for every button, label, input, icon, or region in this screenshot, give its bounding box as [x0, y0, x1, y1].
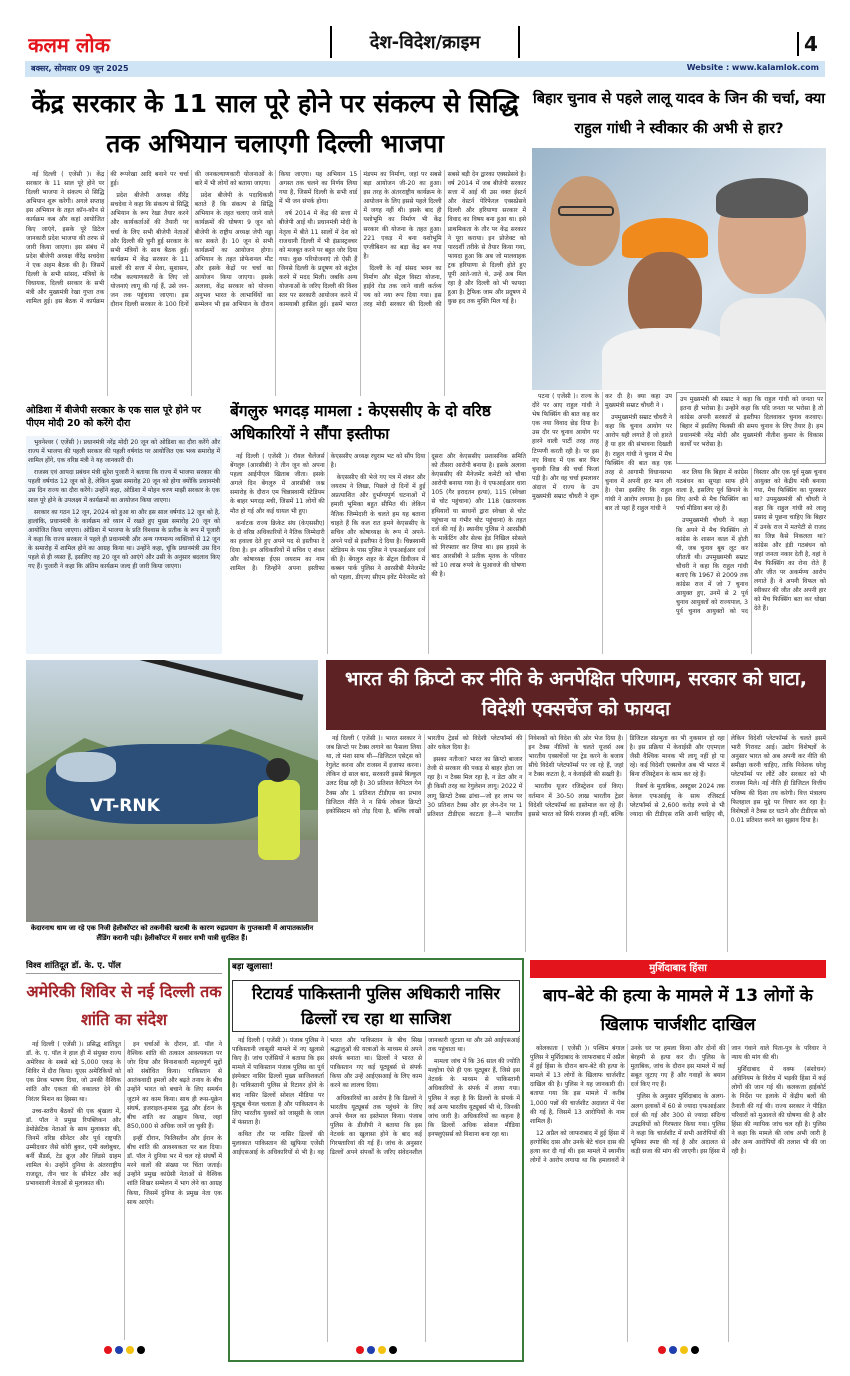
date-bar: [25, 61, 825, 77]
a6-para: उच्च-स्तरीय बैठकों की एक श्रृंखला में, डॉ. पॉल ने प्रमुख रिपब्लिकन और डेमोक्रेटिक नेताओं के साथ मुलाकात की, जिनमें वरिष्ठ सीनेटर और पूर्व राष्ट्रपति उम्मीदवार जैसे कोरी बुकर, एमी क्लोबुचर, बर्नी सैंडर्स, टेड क्रूज़ और लिंडसे ग्राहम शामिल थे। उन्होंने दुनिया के अंतरराष्ट्रीय राजदूत, तीन चार के सीनेटर और कई प्रभावशाली नेताओं से मुलाकात की।: [26, 1107, 121, 1188]
helicopter-photo: [26, 660, 318, 922]
a2-para: राजस्व एवं आपदा प्रबंधन मंत्री सुरेश पुजारी ने बताया कि राज्य में भाजपा सरकार की पहली वर्षगांठ 12 जून को है, लेकिन मुख्य समारोह 20 जून को होगा क्योंकि प्रधानमंत्री उस दिन राज्य का दौरा करेंगे। उन्होंने कहा, ओडिशा में मोहन चरण माझी सरकार के एक साल पूरे होने के उपलक्ष्य में कार्यक्रमों का आयोजन किया जाएगा।: [28, 469, 220, 504]
a7-dots: [232, 1346, 520, 1356]
a5-headline-banner: [326, 660, 826, 730]
a4-box-text: उप मुख्यमंत्री श्री सम्राट ने कहा कि राहुल गांधी को जनता पर इतना ही भरोसा है। उन्होंने कहा कि यदि जनता पर भरोसा है तो कांग्रेस अपनी सरकारों से इस्तीफा दिलवाकर चुनाव करवाए। बिहार में इसलिए फिक्सी की समय चुनाव के लिए तैयार है। हम प्रधानमंत्री नरेंद्र मोदी और मुख्यमंत्री नीतीश कुमार के विकास कार्यों पर भरोसा है।: [680, 396, 823, 448]
a6-headline: अमेरिकी शिविर से नई दिल्ली तक शांति का संदेश: [26, 982, 222, 1029]
dot-yellow: [378, 1346, 386, 1354]
a4-box: [676, 392, 826, 464]
dot-blue: [367, 1346, 375, 1354]
politician-left-glasses: [558, 206, 614, 216]
politician-center-face: [628, 252, 702, 338]
a1-para: वर्ष 2014 में केंद्र की सत्ता में बीजेपी आई थी। प्रधानमंत्री मोदी के नेतृत्व में बीते 11 सालों में देश को राजधानी दिल्ली में भी इंफ्रास्ट्रक्चर को मजबूत करने पर बहुत जोर दिया गया। कुछ परियोजनाएं तो ऐसी हैं जिनसे दिल्ली के प्रदूषण को कंट्रोल करने में मदद मिली। जबकि अन्य योजनाओं के जरिए दिल्ली की विश्व स्तर पर सरकारी आयोजन करने में कामयाबी हासिल हुई। इसमें भारत मंडपम का निर्माण, जहां पर सबसे बड़ा आयोजन जी-20 का हुआ। इस तरह के अंतरराष्ट्रीय कार्यक्रम के आयोजन के लिए इससे पहले दिल्ली में जगह नहीं थी। इसके बाद ही यशोभूमि का निर्माण भी केंद्र सरकार की योजना के तहत हुआ। 221 एकड़ में बना यशोभूमि एग्जीबिशन का बड़ा केंद्र बन गया है।: [278, 171, 442, 309]
a1-body: [26, 170, 526, 396]
a7-headline: रिटायर्ड पाकिस्तानी पुलिस अधिकारी नासिर ढिल्लों रच रहा था साजिश: [232, 980, 520, 1032]
dot-blue: [669, 1346, 677, 1354]
date-line: बक्सर, सोमवार 09 जून 2025: [31, 64, 129, 73]
a2-headline: ओडिशा में बीजेपी सरकार के एक साल पूरे होने पर पीएम मोदी 20 को करेंगे दौरा: [26, 405, 201, 429]
a6-body: [26, 1040, 222, 1340]
a4-headline: बिहार चुनाव से पहले लालू यादव के जिन की चर्चा, क्या राहुल गांधी ने स्वीकार की अभी से हार?: [532, 91, 826, 137]
politician-left-face: [550, 176, 620, 266]
politician-right-body: [720, 298, 826, 390]
a8-para: 12 अप्रैल को जाफराबाद में हुई हिंसा में हरगोबिंद दास और उनके बेटे चंदन दास की हत्या कर दी गई थी। इस मामले में स्थानीय लोगों ने आरोप लगाया था कि हमलावरों ने उनके घर पर हमला किया और दोनों की बेरहमी से हत्या कर दी। पुलिस के मुताबिक, जांच के दौरान इस मामले में कई सबूत जुटाए गए हैं और गवाहों के बयान दर्ज किए गए हैं।: [530, 1045, 726, 1165]
a1-para: प्रदेश बीजेपी अध्यक्ष वीरेंद्र सचदेवा ने कहा कि संकल्प से सिद्धि अभियान के रूप रेखा तैयार करने और कार्यकर्ताओं की तैयारी पर चर्चा के लिए सभी बीजेपी नेताओं और दिल्ली की चुनी हुई सरकार के सभी मंत्रियों के साथ बैठक हुई। कार्यक्रम में केंद्र सरकार के 11 सालों की सत्ता में सेवा, सुशासन, गरीब कल्याणकारी के लिए जो योजनाएं लागू की गई हैं, उसे जन-जन तक पहुंचाया जाएगा। इस दौरान दिल्ली सरकार के 100 दिनों की जनकल्याणकारी योजनाओं के बारे में भी लोगों को बताया जाएगा।: [110, 171, 273, 309]
a8-kicker: मुर्शिदाबाद हिंसा: [530, 960, 826, 978]
a8-para: पुलिस के अनुसार मुर्शिदाबाद के अलग-अलग इलाकों में 60 से ज्यादा एफआईआर दर्ज की गई और 300 से ज्यादा संदिग्ध उपद्रवियों को गिरफ्तार किया गया। पुलिस ने कहा कि चार्जशीट में सभी आरोपियों की भूमिका स्पष्ट की गई है और अदालत से कड़ी सजा की मांग की जाएगी। इस हिंसा में जान गंवाने वाले पिता-पुत्र के परिवार ने न्याय की मांग की थी।: [630, 1045, 826, 1156]
helicopter-rotor: [89, 660, 304, 701]
dot-black: [137, 1346, 145, 1354]
worker-head: [266, 758, 290, 782]
dot-black: [389, 1346, 397, 1354]
a1-para: नई दिल्ली ( एजेंसी )। केंद्र सरकार के 11 साल पूरे होने पर दिल्ली भाजपा ने संकल्प से सिद्धि अभियान शुरू करेगी। अगले सप्ताह इस अभियान के तहत कॉन-कौन से कार्यक्रम कब और कहां आयोजित किए जाएंगे, इसके पूरे डिटेल जानकारी प्रदेश भाजपा की तरफ से जारी किया जाएगा। इस संबंध में प्रदेश बीजेपी अध्यक्ष वीरेंद्र सचदेवा ने एक अहम बैठक की है। जिसमें दिल्ली के सभी सांसद, मंत्रियों के विधायक, दिल्ली सरकार के सभी मंत्री और मुख्यमंत्री रेखा गुप्ता तक शामिल हुई। इस बैठक में कार्यक्रम की रूपरेखा आदि बनाने पर चर्चा हुई।: [26, 171, 189, 306]
a3-body: [230, 452, 526, 654]
worker-vest: [258, 780, 300, 860]
politician-center-body: [602, 328, 732, 390]
a4-photo: [532, 148, 826, 390]
a2-para: भुवनेश्वर ( एजेंसी )। प्रधानमंत्री नरेंद्र मोदी 20 जून को ओडिशा का दौरा करेंगे और राज्य में भाजपा की पहली सरकार की पहली वर्षगांठ पर आयोजित एक भव्य समारोह में शामिल होंगे, एक वरिष्ठ मंत्री ने यह जानकारी दी।: [28, 439, 220, 465]
a8-body: [530, 1044, 826, 1342]
a3-para: केएससीए की भेजे गए पत्र में शंकर और जयराम ने लिखा, पिछले दो दिनों में हुई अप्रत्याशित और दुर्भाग्यपूर्ण घटनाओं में हमारी भूमिका बहुत सीमित थी। लेकिन नैतिक जिम्मेदारी के चलते हम यह बताना चाहते हैं कि कल रात हमने केएससीए के सचिव और कोषाध्यक्ष के रूप में अपने-अपने पदों से इस्तीफा दे दिया है। चिन्नस्वामी स्टेडियम के पास पुलिस ने एफआईआर दर्ज की है। बेंगलुरु शहर के सेंट्रल डिवीजन में कब्बन पार्क पुलिस ने आरसीबी मैनेजमेंट को पहला, डीएनए सीएम इवेंट मैनेजमेंट को दूसरा और केएससीए प्रशासनिक समिति को तीसरा आरोपी बनाया है। इसके अलावा केएससीए की मैनेजमेंट कमेटी को चौथा आरोपी बनाया गया है। ये एफआईआर धारा 105 (गैर इरादतन हत्या), 115 (स्वेच्छा से चोट पहुंचाना) और 118 (खतरनाक हथियारों या साधनों द्वारा स्वेच्छा से चोट पहुंचाना या गंभीर चोट पहुंचाना) के तहत दर्ज की गई है। स्थानीय पुलिस ने आरसीबी के मार्केटिंग और सेल्स हेड निखिल सोसले को गिरफ्तार कर लिया था। इस हादसे के बाद आरसीबी ने प्रतीक मृतक के परिवार को 10 लाख रुपये के मुआवजे की घोषणा की है।: [330, 453, 526, 582]
a6-para: नई दिल्ली ( एजेंसी )। प्रसिद्ध शांतिदूत डॉ. के. ए. पॉल ने हाल ही में संयुक्त राज्य अमेरिका के सबसे बड़े 5,000 एकड़ के शिविर में दौरा किया। यूएस अमेरिकियों को एक प्रेरक भाषण दिया, जो उनकी वैश्विक शांति और एकता की वकालत देने की निरंतर मिशन का हिस्सा था।: [26, 1041, 121, 1103]
a7-para: अधिकारियों का आरोप है कि ढिल्लों ने भारतीय यूट्यूबर्स तक पहुंचने के लिए अपने चैनल का इस्तेमाल किया। पंजाब पुलिस के डीजीपी ने बताया कि इस नेटवर्क का खुलासा होने के बाद कई गिरफ्तारियां की गई हैं। जांच के अनुसार ढिल्लों अपने संपर्कों के जरिए संवेदनशील जानकारी जुटाता था और उसे आईएसआई तक पहुंचाता था।: [330, 1037, 520, 1157]
politician-right-hair: [716, 178, 808, 218]
a4-para: उपमुख्यमंत्री चौधरी ने कहा कि अपने में मैच फिक्सिंग तो कांग्रेस के शासन काल में होती थी, जब चुनाव बूथ लूट कर जीतती थी। उपमुख्यमंत्री सम्राट चौधरी ने कहा कि राहुल गांधी बताएं कि 1967 से 2009 तक कांग्रेस राज में जो 7 चुनाव आयुक्त हुए, उनमें से 2 पूर्व चुनाव आयुक्तों को राज्यपाल, 3 पूर्व चुनाव आयुक्तों को पद विस्तार और एक पूर्व मुख्य चुनाव आयुक्त को केंद्रीय मंत्री बनाया गया, मैच फिक्सिंग का पुरस्कार था? उपमुख्यमंत्री श्री चौधरी ने कहा कि राहुल गांधी को लालू प्रसाद से पूछना चाहिए कि बिहार में उनके राज में मतपेटी से राजद का जिन्न कैसे निकलता था? कांग्रेस और इंडी गठबंधन को जहां जनता नकार देती है, वहां वे मैच फिक्सिंग का रोना रोते हैं और जीत पर अकर्मण्य आरोप लगाते हैं। वे अपनी विफल को स्वीकार की जीत और अपनी हार को मैच फिक्सिंग बता कर धोखा देते हैं।: [676, 469, 826, 616]
a5-para: इसका नतीजा? भारत का क्रिप्टो बाजार तेजी से सरकार की पकड़ से बाहर होता जा रहा है। न टैक्स मिल रहा है, न डेटा और न ही किसी तरह का रेगुलेशन लागू। 2022 में लागू क्रिप्टो टैक्स ढांचा—जो हर लाभ पर 30 प्रतिशत टैक्स और हर लेन-देन पर 1 प्रतिशत टीडीएस काटता है—ने भारतीय निवेशकों को विदेश की ओर भेज दिया है। इन टैक्स नीतियों के चलते यूजर्स अब भारतीय एक्सचेंजों पर ट्रेड करने के बजाय सीधे विदेशी प्लेटफॉर्म्स पर जा रहे हैं, जहां न टैक्स कटता है, न केवाईसी की सख्ती है।: [427, 735, 624, 818]
a2-para: सरकार का गठन 12 जून, 2024 को हुआ था और इस साल वर्षगांठ 12 जून को है, हालांकि, प्रधानमंत्री के कार्यक्रम को ध्यान में रखते हुए मुख्य समारोह 20 जून को आयोजित किया जाएगा। ओडिशा में भाजपा के प्रति विश्वास के प्रतीक के रूप में पूजारी ने कहा कि राज्य सरकार ने पहले ही प्रधानमंत्री और अन्य गणमान्य व्यक्तियों से 12 जून के समारोह में शामिल होने का आग्रह किया था। उन्होंने कहा, चूंकि प्रधानमंत्री उस दिन पहले से ही व्यस्त हैं, इसलिए वह 20 जून को आएंगे और उसी के अनुसार बदलाव किए गए हैं। पुजारी ने कहा कि अंतिम कार्यक्रम जल्द ही जारी किया जाएगा।: [28, 508, 220, 571]
a6-dots: [26, 1346, 222, 1356]
a8-para: कोलकाता ( एजेंसी )। पश्चिम बंगाल पुलिस ने मुर्शिदाबाद के जाफराबाद में अप्रैल में हुई हिंसा के दौरान बाप-बेटे की हत्या के मामले में 13 लोगों के खिलाफ चार्जशीट दाखिल की है। पुलिस ने यह जानकारी दी। बताया गया कि इस मामले में करीब 1,000 पन्नों की चार्जशीट अदालत में पेश की गई है, जिसमें 13 आरोपियों के नाम शामिल हैं।: [530, 1045, 625, 1125]
a3-headline: बेंगलुरु भगदड़ मामला : केएससीए के दो वरिष्ठ अधिकारियों ने सौंपा इस्तीफा: [230, 402, 491, 443]
helicopter-caption: केदारनाथ धाम जा रहे एक निजी हेलीकॉप्टर को तकनीकी खराबी के कारण रुद्रप्रयाग के गुप्तकाशी में आपातकालीन लैंडिंग करानी पड़ी। हेलीकॉप्टर में सवार सभी यात्री सुरक्षित हैं।: [30, 924, 314, 942]
a1-para: प्रदेश बीजेपी के पदाधिकारी बताते हैं कि संकल्प से सिद्धि अभियान के तहत चलाए जाने वाले कार्यक्रमों की घोषणा 9 जून को बीजेपी के राष्ट्रीय अध्यक्ष जेपी नड्डा कर सकते हैं। 10 जून से सभी कार्यक्रमों का आयोजन होगा। अभियान के तहत प्रोफेशनल मीट और इसके केंद्रों पर चर्चा का आयोजन किया जाएगा। इसके अलावा, केंद्र सरकार को योजना अनुभव भारत के लाभार्थियों का सम्मेलन भी इस अभियान के दौरान किया जाएगा। यह अभियान 15 अगस्त तक चलने का निर्णय लिया गया है, जिसमें दिल्ली के सभी वार्ड में भी जन संपर्क होगा।: [194, 171, 358, 309]
a5-para: रिसर्च के मुताबिक, अक्टूबर 2024 तक केवल एफआईयू के साथ रजिस्टर्ड प्लेटफॉर्म्स से 2,600 करोड़ रुपये से भी ज्यादा की टीडीएस राशि आनी चाहिए थी, लेकिन विदेशी प्लेटफॉर्म्स के चलते इसमें भारी गिरावट आई। उद्योग विशेषज्ञों के अनुसार भारत को अब अपनी कर नीति की समीक्षा करनी चाहिए, ताकि निवेशक घरेलू प्लेटफॉर्म्स पर लौटें और सरकार को भी राजस्व मिले। नई नीति ही डिजिटल वित्तीय भविष्य की दिशा तय करेगी। वित्त मंत्रालय फिलहाल इस मुद्दे पर विचार कर रहा है। विशेषज्ञों ने टैक्स दर घटाने और टीडीएस को 0.01 प्रतिशत करने का सुझाव दिया है।: [629, 735, 826, 824]
a7-kicker: बड़ा खुलासा!: [232, 962, 274, 972]
a2-body: [26, 436, 222, 654]
dot-yellow: [680, 1346, 688, 1354]
a6-para: इन्हीं दौरान, फिलिस्तीन और ईरान के बीच शांति की आवश्यकता पर बल दिया। डॉ. पॉल ने दुनिया भर में चल रहे संघर्षों में मरने वालों की संख्या पर चिंता जताई। उन्होंने प्रमुख कांग्रेसी नेताओं से वैश्विक शांति शिखर सम्मेलन में भाग लेने का आग्रह किया, जिसमें दुनिया के प्रमुख नेता एक साथ आएंगे।: [127, 1134, 222, 1206]
a5-headline: भारत की क्रिप्टो कर नीति के अनपेक्षित परिणाम, सरकार को घाटा, विदेशी एक्सचेंज को फायदा: [345, 668, 807, 720]
a8-dots: [530, 1346, 826, 1356]
dot-red: [104, 1346, 112, 1354]
a4-para: कर लिया कि बिहार में कांग्रेस गठबंधन का सूपड़ा साफ होने वाला है, इसलिए पूर्व छिपाने के लिए अभी से मैच फिक्सिंग का पर्चा मीडिया बना रहे हैं।: [676, 469, 748, 513]
a1-headline: केंद्र सरकार के 11 साल पूरे होने पर संकल्प से सिद्धि तक अभियान चलाएगी दिल्ली भाजपा: [31, 89, 519, 158]
a8-para: मुर्शिदाबाद में वक्फ (संशोधन) अधिनियम के विरोध में भड़की हिंसा में कई लोगों की जान गई थी। कलकत्ता हाईकोर्ट के निर्देश पर इलाके में केंद्रीय बलों की तैनाती की गई थी। राज्य सरकार ने पीड़ित परिवारों को मुआवजे की घोषणा की है और हिंसा की न्यायिक जांच चल रही है। पुलिस ने कहा कि मामले की जांच अभी जारी है और अन्य आरोपियों की तलाश भी की जा रही है।: [731, 1066, 826, 1156]
dot-yellow: [126, 1346, 134, 1354]
a4-para: उपमुख्यमंत्री सम्राट चौधरी ने कहा कि चुनाव आयोग पर आरोप यही लगाते हैं जो हारते हैं या हार की संभावना दिखती है। राहुल गांधी ने चुनाव में मैच फिक्सिंग की बात कह एक तरह से आगामी विधानसभा चुनाव में अपनी हार मान ली है। ऐसा इसलिए कि राहुल गांधी ने आरोप लगाया है। इस बार तो यहां हैं राहुल गांधी ने: [605, 414, 672, 513]
dot-black: [691, 1346, 699, 1354]
a7-para: कथित तौर पर नासिर ढिल्लों की मुलाकात पाकिस्तान की खुफिया एजेंसी आईएसआई के अधिकारियों से भी है। वह भारत और पाकिस्तान के बीच सिख श्रद्धालुओं की यात्राओं के माध्यम से अपने संपर्क बनाता था। ढिल्लों ने भारत से पाकिस्तान गए कई यूट्यूबर्स से संपर्क किया और उन्हें आईएसआई के लिए काम करने का लालच दिया।: [232, 1037, 422, 1157]
helicopter-window: [56, 752, 116, 782]
masthead: [0, 0, 850, 80]
page-divider: [797, 32, 799, 56]
a3-para: कर्नाटक राज्य क्रिकेट संघ (केएससीए) के दो वरिष्ठ अधिकारियों ने नैतिक जिम्मेदारी का हवाला देते हुए अपने पद से इस्तीफा दे दिया है। इन अधिकारियों में सचिव ए शंकर और कोषाध्यक्ष ईएस जयराम का नाम शामिल है। जिन्होंने अपना इस्तीफा केएससीए अध्यक्ष रघुराम भट को सौंप दिया है।: [230, 453, 426, 573]
dot-blue: [115, 1346, 123, 1354]
a7-para: नई दिल्ली ( एजेंसी )। पंजाब पुलिस ने पाकिस्तानी जासूसी मामले में नए खुलासे किए हैं। जांच एजेंसियों ने बताया कि इस मामले में पाकिस्तान पंजाब पुलिस का पूर्व इंस्पेक्टर नासिर ढिल्लों मुख्य साजिशकर्ता है। पाकिस्तानी पुलिस से रिटायर होने के बाद नासिर ढिल्लों सोशल मीडिया पर यूट्यूब चैनल चलाता है और पाकिस्तान के लिए भारतीय युवकों को जासूसी के जाल में फंसाता है।: [232, 1037, 324, 1126]
a5-body: [326, 734, 826, 952]
website-link[interactable]: Website : www.kalamlok.com: [686, 63, 819, 72]
a4-body-right: [676, 468, 826, 654]
a4-para: पटना ( एजेंसी )। राज्य के दौरे पर आए राहुल गांधी ने भेष फिक्सिंग की बात कह कर एक नया विवाद छेड़ दिया है। उस दौर पर चुनाव आयोग पर हारने वाली पार्टी तरह तरह टिप्पणी करती रही है। पर इस नए विवाद में एक बार फिर चुनावी जिन्न की चर्चा फिजां पड़ी है। और वह चर्चा हमलावर अंदाज में राज्य के उप मुख्यमंत्री सम्राट चौधरी ने शुरू कर दी है। क्या कहा उप मुख्यमंत्री सम्राट चौधरी ने ।: [532, 393, 672, 501]
a8-headline: बाप–बेटे की हत्या के मामले में 13 लोगों के खिलाफ चार्जशीट दाखिल: [543, 986, 813, 1035]
helicopter-registration: VT-RNK: [90, 796, 160, 816]
page-number: 4: [804, 32, 818, 56]
dot-red: [658, 1346, 666, 1354]
logo: कलम लोक: [28, 33, 110, 57]
a3-para: नई दिल्ली ( एजेंसी )। रॉयल चैलेंजर्स बेंगलुरु (आरसीबी) ने तीन जून को अपना पहला आईपीएल खिताब जीता। इसके अगले दिन बेंगलुरु में आरसीबी जश्न समारोह के दौरान एम चिन्नास्वामी स्टेडियम के बाहर भगदड़ मची, जिसमें 11 लोगों की मौत हो गई और कई घायल भी हुए।: [230, 453, 325, 515]
a6-kicker: विश्व शांतिदूत डॉ. के. ए. पॉल: [26, 960, 222, 974]
a5-para: भारतीय यूजर रजिस्ट्रेशन दर्ज किए। वर्तमान में 30-50 लाख भारतीय ट्रेडर विदेशी प्लेटफॉर्म्स का इस्तेमाल कर रहे हैं। इससे भारत को सिर्फ राजस्व ही नहीं, बल्कि डिजिटल संप्रभुता का भी नुकसान हो रहा है। इस प्रक्रिया में केवाईसी और एएमएल जैसी वैश्विक मानक भी लागू नहीं हो पा रहे। कई विदेशी एक्सचेंज अब भी भारत में बिना रजिस्ट्रेशन के काम कर रहे हैं।: [528, 735, 725, 818]
a1-para: दिल्ली के नई संसद भवन का निर्माण और सेंट्रल विस्टा योजना, हाईवे रोड तक जाने वाली कर्तव्य पथ को नया रूप दिया गया। इस तरह मोदी सरकार की दिल्ली की सबसे बड़ी देन द्वारका एक्सप्रेसवे है। वर्ष 2014 में जब बीजेपी सरकार सत्ता में आई थी उस वक्त ईस्टर्न और वेस्टर्न पेरिफेरल एक्सप्रेसवे दिल्ली और हरियाणा सरकार में विवाद का विषय बना हुआ था। इसे प्राथमिकता के तौर पर केंद्र सरकार ने पूरा कराया। इन प्रोजेक्ट को पारदर्शी तरीके से तैयार किया गया, फायदा हुआ कि अब जो मालवाहक ट्रक हरियाणा से दिल्ली होते हुए यूपी आते-जाते थे, उन्हें अब मिल रहा है और दिल्ली को भी फायदा हुआ है। ट्रैफिक जाम और प्रदूषण में कुछ हद तक मुक्ति मिल गई है।: [363, 171, 526, 309]
a7-para: मामला जांच में कि 36 साल की ज्योति मल्होत्रा ऐसे ही एक यूट्यूबर हैं, जिसे इस नेटवर्क के माध्यम से पाकिस्तानी अधिकारियों के संपर्क में लाया गया। पुलिस ने कहा है कि ढिल्लों के संपर्क में कई अन्य भारतीय यूट्यूबर्स भी थे, जिनकी जांच जारी है। अधिकारियों का कहना है कि ढिल्लों अधिक सोशल मीडिया इनफ्लुएंसर्स को निशाना बना रहा था।: [428, 1058, 520, 1138]
a6-para: इन चर्चाओं के दौरान, डॉ. पॉल ने वैश्विक शांति की तत्काल आवश्यकता पर जोर दिया और विनाशकारी महत्वपूर्ण मुद्दों को संबोधित किया। पाकिस्तान से आतंकवादी हमलों और बढ़ते तनाव के बीच उन्होंने भारत को बचाने के लिए समर्थन जुटाने का काम किया। साथ ही रूस-यूक्रेन संघर्ष, इजराइल-हमास युद्ध और ईरान के बीच शांति का आह्वान किया, जहां 850,000 से अधिक जानें जा चुकी हैं।: [127, 1041, 222, 1130]
section-title: देश-विदेश/क्राइम: [369, 32, 481, 53]
a4-body-left: [532, 392, 672, 654]
a7-body: [232, 1036, 520, 1342]
dot-red: [356, 1346, 364, 1354]
a5-para: नई दिल्ली ( एजेंसी )। भारत सरकार ने जब क्रिप्टो पर टैक्स लगाने का फैसला लिया था, तो मंशा साफ थी—डिजिटल एसेट्स को रेगुलेट करना और राजस्व में इजाफा करना। लेकिन दो साल बाद, सरकारी इससे बिल्कुल उलट दिख रही है। 30 प्रतिशत कैपिटल गेन टैक्स और 1 प्रतिशत टीडीएस का प्रभाव डिजिटल नीति ने न सिर्फ लोकल क्रिप्टो इकोसिस्टम को तोड़ दिया है, बल्कि लाखों भारतीय ट्रेडर्स को विदेशी प्लेटफॉर्म्स की ओर धकेल दिया है।: [326, 735, 523, 815]
